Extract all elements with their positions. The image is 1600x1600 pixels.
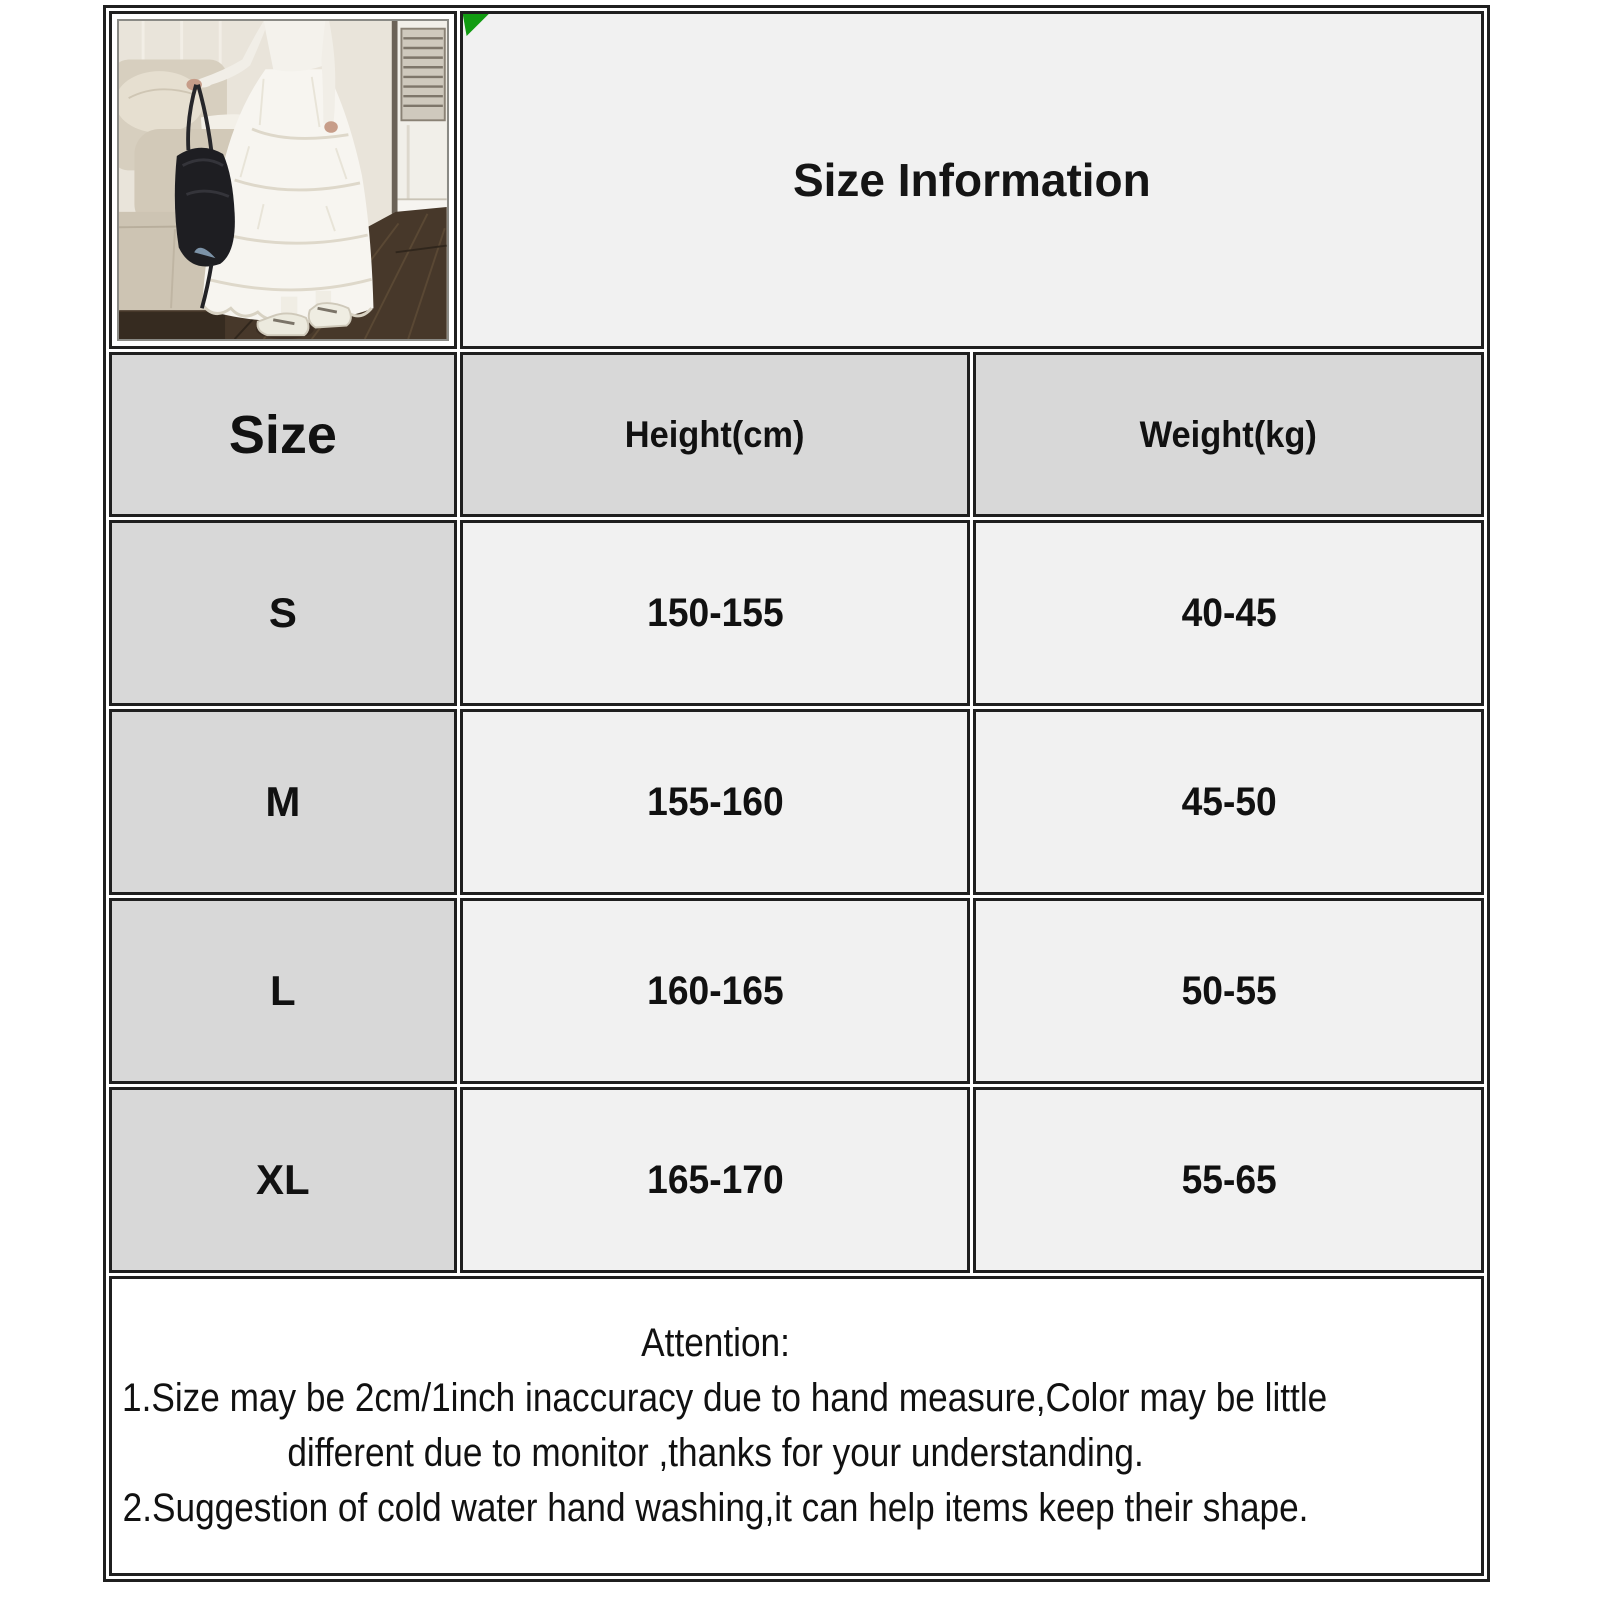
size-value-cell: S (109, 520, 457, 706)
height-value-cell (460, 1087, 971, 1273)
weight-value-cell (973, 898, 1484, 1084)
size-value-cell: L (109, 898, 457, 1084)
weight-value-cell (973, 1087, 1484, 1273)
size-value-cell: M (109, 709, 457, 895)
table-row (109, 898, 1484, 1084)
height-value-cell (460, 520, 971, 706)
cell-text: 50-55 (1181, 968, 1277, 1013)
weight-value-cell (973, 709, 1484, 895)
size-information-table (103, 5, 1490, 1582)
column-header-weight: Weight(kg) (973, 352, 1484, 517)
height-value-cell (460, 709, 971, 895)
height-value-cell (460, 898, 971, 1084)
column-header-size: Size (109, 352, 457, 517)
size-value-cell: XL (109, 1087, 457, 1273)
page-title: Size Information (792, 154, 1151, 207)
attention-line: 1.Size may be 2cm/1inch inaccuracy due to hand measure,Color may be little (122, 1376, 1328, 1421)
attention-row (109, 1276, 1484, 1576)
weight-value-cell (973, 520, 1484, 706)
cell-text: 150-155 (646, 590, 784, 635)
cell-text: 40-45 (1181, 590, 1277, 635)
cell-text: 55-65 (1181, 1157, 1277, 1202)
product-photo-illustration (119, 21, 447, 339)
attention-line: 2.Suggestion of cold water hand washing,it can help items keep their shape. (122, 1486, 1309, 1531)
cell-text: 160-165 (646, 968, 784, 1013)
product-photo-cell (109, 11, 457, 349)
size-information-header-cell (460, 11, 1484, 349)
green-corner-marker-icon (463, 14, 489, 36)
table-row (109, 709, 1484, 895)
table-row (109, 520, 1484, 706)
attention-heading: Attention: (641, 1321, 790, 1366)
cell-text: 155-160 (646, 779, 784, 824)
column-header-height: Height(cm) (460, 352, 971, 517)
table-header-row (109, 352, 1484, 517)
top-row (109, 11, 1484, 349)
cell-text: 45-50 (1181, 779, 1277, 824)
attention-note (109, 1276, 1484, 1576)
cell-text: 165-170 (646, 1157, 784, 1202)
table-row (109, 1087, 1484, 1273)
attention-line: different due to monitor ,thanks for your understanding. (287, 1431, 1144, 1476)
product-photo (117, 19, 449, 341)
